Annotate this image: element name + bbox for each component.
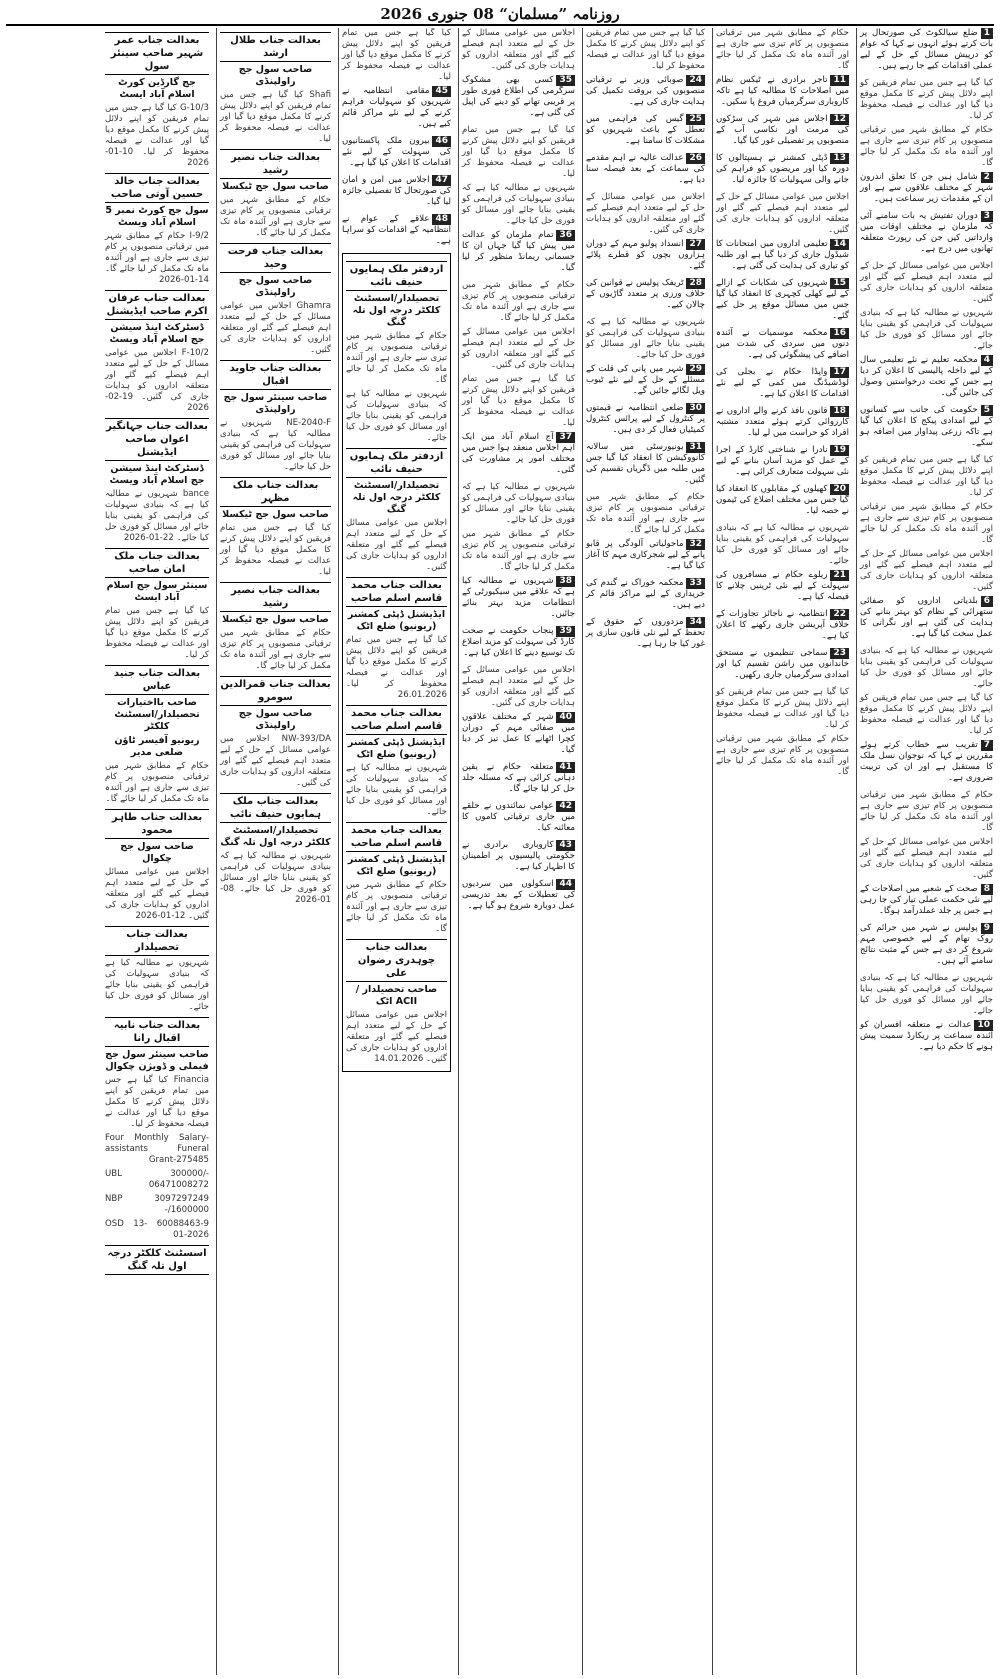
notice-37: 37آج اسلام آباد میں ایک اہم اجلاس منعقد ہوا جس میں مختلف امور پر مشاورت کی گئی۔ xyxy=(462,432,575,475)
notice-18: 18قانون نافذ کرنے والے اداروں نے کارروائی کرتے ہوئے متعدد مشتبہ افراد کو حراست میں لے لیا۔ xyxy=(716,406,849,438)
notice-42: 42عوامی نمائندوں نے حلقے میں جاری ترقیاتی کاموں کا معائنہ کیا۔ xyxy=(462,801,575,833)
masthead-date: روزنامہ ”مسلمان“ 08 جنوری 2026 xyxy=(380,5,620,23)
notice-39: 39پنجاب حکومت نے صحت کارڈ کی سہولت کو مزید اضلاع تک توسیع دینے کا اعلان کیا ہے۔ xyxy=(462,626,575,658)
notice-9: 9پولیس نے شہر میں جرائم کی روک تھام کے لیے خصوصی مہم شروع کر دی ہے جس کے مثبت نتائج سامنے آئے ہیں۔ xyxy=(860,923,993,966)
page-header xyxy=(6,4,994,26)
notice-number: 1 xyxy=(981,28,993,39)
column-7: بعدالت جناب عمر شہیر صاحب سینئر سول جج گارڈین کورٹ اسلام آباد ایسٹ G-10/3 کیا گیا ہے جس میں تمام فریقین کو اپنے دلائل پیش کرنے کا مکمل موقع دیا گیا اور عدالت نے فیصلہ محفوظ کر لیا۔ 10-01-2026 بعدالت جناب خالد حسین آوتی صاحب سول جج کورٹ نمبر 5 اسلام آباد ویسٹ I-9/2 حکام کے مطابق شہر میں ترقیاتی منصوبوں پر کام تیزی سے جاری ہے اور آئندہ ماہ تک مکمل کر لیا جائے گا۔ 14-01-2026 بعدالت جناب عرفان اکرم صاحب ایڈیشنل ڈسٹرکٹ اینڈ سیشن جج اسلام آباد ویسٹ F-10/2 اجلاس میں عوامی مسائل کے حل کے لیے متعدد اہم فیصلے کیے گئے اور متعلقہ اداروں کو ہدایات جاری کی گئیں۔ 19-02-2026 بعدالت جناب جہانگیر اعوان صاحب ایڈیشنل ڈسٹرکٹ اینڈ سیشن جج اسلام آباد ویسٹ bance شہریوں نے مطالبہ کیا ہے کہ بنیادی سہولیات کی فراہمی کو یقینی بنایا جائے اور مسائل کو فوری حل کیا جائے۔ 22-01-2026 بعدالت جناب ملک امان صاحب سینئر سول جج اسلام آباد ایسٹ کیا گیا ہے جس میں تمام فریقین کو اپنے دلائل پیش کرنے کا مکمل موقع دیا گیا اور عدالت نے فیصلہ محفوظ کر لیا۔ بعدالت جناب جنید عباس صاحب بااختیارات تحصیلدار/اسسٹنٹ کلکٹر ریونیو آفیسر ٹاؤن ضلعی مدیر حکام کے مطابق شہر میں ترقیاتی منصوبوں پر کام تیزی سے جاری ہے اور آئندہ ماہ تک مکمل کر لیا جائے گا۔ بعدالت جناب طاہر محمود صاحب سول جج چکوال اجلاس میں عوامی مسائل کے حل کے لیے متعدد اہم فیصلے کیے گئے اور متعلقہ اداروں کو ہدایات جاری کی گئیں۔ 12-01-2026 بعدالت جناب تحصیلدار شہریوں نے مطالبہ کیا ہے کہ بنیادی سہولیات کی فراہمی کو یقینی بنایا جائے اور مسائل کو فوری حل کیا جائے۔ بعدالت جناب نابیہ اقبال رانا صاحب سینئر سول جج فیملی و ڈویژن چکوال Financia کیا گیا ہے جس میں تمام فریقین کو اپنے دلائل پیش کرنے کا مکمل موقع دیا گیا اور عدالت نے فیصلہ محفوظ کر لیا۔ Four Monthly Salary-assistants Funeral Grant-275485 UBL 300000/- 06471008272 NBP 3097297249 1600000/- 60088463-9 OSD 13-01-2026 اسسٹنٹ کلکٹر درجہ اول تلہ گنگ xyxy=(102,28,212,1675)
notice-34: 34مزدوروں کے حقوق کے تحفظ کے لیے نئی قانون سازی پر غور کیا جا رہا ہے۔ xyxy=(586,617,705,649)
notice-23: 23سماجی تنظیموں نے مستحق خاندانوں میں راشن تقسیم کیا اور امدادی سرگرمیاں جاری رکھیں۔ xyxy=(716,648,849,680)
notice-3: 3دوران تفتیش یہ بات سامنے آئی کہ ملزمان نے مختلف اوقات میں وارداتیں کیں جن کی رپورٹ متعلقہ تھانوں میں درج ہے۔ xyxy=(860,211,993,254)
notice-22: 22انتظامیہ نے ناجائز تجاوزات کے خلاف آپریشن جاری رکھنے کا اعلان کیا ہے۔ xyxy=(716,609,849,641)
column-1: 1ضلع سیالکوٹ کی صورتحال پر بات کرتے ہوئے انہوں نے کہا کہ عوام کو درپیش مسائل کے حل کے لیے عملی اقدامات کیے جا رہے ہیں۔ کیا گیا ہے جس میں تمام فریقین کو اپنے دلائل پیش کرنے کا مکمل موقع دیا گیا اور عدالت نے فیصلہ محفوظ کر لیا۔ حکام کے مطابق شہر میں ترقیاتی منصوبوں پر کام تیزی سے جاری ہے اور آئندہ ماہ تک مکمل کر لیا جائے گا۔ 2شامل ہیں جن کا تعلق اندرون شہر کے مختلف علاقوں سے ہے اور ان کے مقدمات زیر سماعت ہیں۔ 3دوران تفتیش یہ بات سامنے آئی کہ ملزمان نے مختلف اوقات میں وارداتیں کیں جن کی رپورٹ متعلقہ تھانوں میں درج ہے۔ اجلاس میں عوامی مسائل کے حل کے لیے متعدد اہم فیصلے کیے گئے اور متعلقہ اداروں کو ہدایات جاری کی گئیں۔ شہریوں نے مطالبہ کیا ہے کہ بنیادی سہولیات کی فراہمی کو یقینی بنایا جائے اور مسائل کو فوری حل کیا جائے۔ 4محکمہ تعلیم نے نئے تعلیمی سال کے لیے داخلہ پالیسی کا اعلان کر دیا ہے جس کے تحت درخواستیں وصول کی جائیں گی۔ 5حکومت کی جانب سے کسانوں کے لیے امدادی پیکج کا اعلان کیا گیا ہے تاکہ زرعی پیداوار میں اضافہ ہو سکے۔ کیا گیا ہے جس میں تمام فریقین کو اپنے دلائل پیش کرنے کا مکمل موقع دیا گیا اور عدالت نے فیصلہ محفوظ کر لیا۔ حکام کے مطابق شہر میں ترقیاتی منصوبوں پر کام تیزی سے جاری ہے اور آئندہ ماہ تک مکمل کر لیا جائے گا۔ اجلاس میں عوامی مسائل کے حل کے لیے متعدد اہم فیصلے کیے گئے اور متعلقہ اداروں کو ہدایات جاری کی گئیں۔ 6بلدیاتی اداروں کو صفائی ستھرائی کے نظام کو بہتر بنانے کی ہدایت کی گئی ہے اور نگرانی کا عمل سخت کیا گیا ہے۔ شہریوں نے مطالبہ کیا ہے کہ بنیادی سہولیات کی فراہمی کو یقینی بنایا جائے اور مسائل کو فوری حل کیا جائے۔ کیا گیا ہے جس میں تمام فریقین کو اپنے دلائل پیش کرنے کا مکمل موقع دیا گیا اور عدالت نے فیصلہ محفوظ کر لیا۔ 7تقریب سے خطاب کرتے ہوئے مقررین نے کہا کہ نوجوان نسل ملک کا مستقبل ہے اور ان کی تربیت ضروری ہے۔ حکام کے مطابق شہر میں ترقیاتی منصوبوں پر کام تیزی سے جاری ہے اور آئندہ ماہ تک مکمل کر لیا جائے گا۔ اجلاس میں عوامی مسائل کے حل کے لیے متعدد اہم فیصلے کیے گئے اور متعلقہ اداروں کو ہدایات جاری کی گئیں۔ 8صحت کے شعبے میں اصلاحات کے لیے نئی حکمت عملی تیار کی جا رہی ہے جس پر جلد عملدرآمد ہوگا۔ 9پولیس نے شہر میں جرائم کی روک تھام کے لیے خصوصی مہم شروع کر دی ہے جس کے مثبت نتائج سامنے آئے ہیں۔ شہریوں نے مطالبہ کیا ہے کہ بنیادی سہولیات کی فراہمی کو یقینی بنایا جائے اور مسائل کو فوری حل کیا جائے۔ 10عدالت نے متعلقہ افسران کو آئندہ سماعت پر ریکارڈ سمیت پیش ہونے کا حکم دیا ہے۔ xyxy=(856,28,996,1675)
notice-8: 8صحت کے شعبے میں اصلاحات کے لیے نئی حکمت عملی تیار کی جا رہی ہے جس پر جلد عملدرآمد ہوگا۔ xyxy=(860,884,993,916)
column-2: حکام کے مطابق شہر میں ترقیاتی منصوبوں پر کام تیزی سے جاری ہے اور آئندہ ماہ تک مکمل کر لیا جائے گا۔ 11تاجر برادری نے ٹیکس نظام میں اصلاحات کا مطالبہ کیا ہے تاکہ کاروباری سرگرمیاں فروغ پا سکیں۔ 12اجلاس میں شہر کی سڑکوں کی مرمت اور نکاسی آب کے منصوبوں پر تفصیلی غور کیا گیا۔ 13ڈپٹی کمشنر نے ہسپتالوں کا دورہ کیا اور مریضوں کو فراہم کی جانے والی سہولیات کا جائزہ لیا۔ اجلاس میں عوامی مسائل کے حل کے لیے متعدد اہم فیصلے کیے گئے اور متعلقہ اداروں کو ہدایات جاری کی گئیں۔ 14تعلیمی اداروں میں امتحانات کا شیڈول جاری کر دیا گیا ہے اور طلبہ کو تیاری کی ہدایت کی گئی ہے۔ 15شہریوں کی شکایات کے ازالے کے لیے کھلی کچہری کا انعقاد کیا گیا جس میں مسائل موقع پر حل کیے گئے۔ 16محکمہ موسمیات نے آئندہ دنوں میں سردی کی شدت میں اضافے کی پیشگوئی کی ہے۔ 17واپڈا حکام نے بجلی کی لوڈشیڈنگ میں کمی کے لیے نئے اقدامات کا اعلان کیا ہے۔ 18قانون نافذ کرنے والے اداروں نے کارروائی کرتے ہوئے متعدد مشتبہ افراد کو حراست میں لے لیا۔ 19نادرا نے شناختی کارڈ کے اجرا کے عمل کو مزید آسان بنانے کے لیے نئی سہولت متعارف کرائی ہے۔ 20کھیلوں کے مقابلوں کا انعقاد کیا گیا جس میں مختلف اضلاع کی ٹیموں نے حصہ لیا۔ شہریوں نے مطالبہ کیا ہے کہ بنیادی سہولیات کی فراہمی کو یقینی بنایا جائے اور مسائل کو فوری حل کیا جائے۔ 21ریلوے حکام نے مسافروں کی سہولت کے لیے نئی ٹرینیں چلانے کا فیصلہ کیا ہے۔ 22انتظامیہ نے ناجائز تجاوزات کے خلاف آپریشن جاری رکھنے کا اعلان کیا ہے۔ 23سماجی تنظیموں نے مستحق خاندانوں میں راشن تقسیم کیا اور امدادی سرگرمیاں جاری رکھیں۔ کیا گیا ہے جس میں تمام فریقین کو اپنے دلائل پیش کرنے کا مکمل موقع دیا گیا اور عدالت نے فیصلہ محفوظ کر لیا۔ حکام کے مطابق شہر میں ترقیاتی منصوبوں پر کام تیزی سے جاری ہے اور آئندہ ماہ تک مکمل کر لیا جائے گا۔ xyxy=(712,28,852,1675)
notice-32: 32ماحولیاتی آلودگی پر قابو پانے کے لیے شجرکاری مہم کا آغاز کیا گیا ہے۔ xyxy=(586,539,705,571)
notice-46: 46بیرون ملک پاکستانیوں کی سہولت کے لیے نئے اقدامات کا اعلان کیا گیا ہے۔ xyxy=(342,136,451,168)
notice-41: 41متعلقہ حکام نے یقین دہانی کرائی ہے کہ مسئلہ جلد حل کر لیا جائے گا۔ xyxy=(462,762,575,794)
column-container xyxy=(4,28,996,1675)
notice-11: 11تاجر برادری نے ٹیکس نظام میں اصلاحات کا مطالبہ کیا ہے تاکہ کاروباری سرگرمیاں فروغ پا سکیں۔ xyxy=(716,75,849,107)
notice-15: 15شہریوں کی شکایات کے ازالے کے لیے کھلی کچہری کا انعقاد کیا گیا جس میں مسائل موقع پر حل کیے گئے۔ xyxy=(716,278,849,321)
notice-45: 45مقامی انتظامیہ نے شہریوں کو سہولیات فراہم کرنے کے لیے نئے مراکز قائم کیے ہیں۔ xyxy=(342,86,451,129)
notice-35: 35کسی بھی مشکوک سرگرمی کی اطلاع فوری طور پر قریبی تھانے کو دینے کی اپیل کی گئی ہے۔ xyxy=(462,75,575,118)
notice-17: 17واپڈا حکام نے بجلی کی لوڈشیڈنگ میں کمی کے لیے نئے اقدامات کا اعلان کیا ہے۔ xyxy=(716,367,849,399)
notice-47: 47اجلاس میں امن و امان کی صورتحال کا تفصیلی جائزہ لیا گیا۔ xyxy=(342,175,451,207)
notice-10: 10عدالت نے متعلقہ افسران کو آئندہ سماعت پر ریکارڈ سمیت پیش ہونے کا حکم دیا ہے۔ xyxy=(860,1020,993,1052)
notice-28: 28ٹریفک پولیس نے قوانین کی خلاف ورزی پر متعدد گاڑیوں کے چالان کیے۔ xyxy=(586,278,705,310)
lead-text: کیا گیا ہے جس میں تمام فریقین کو اپنے دلائل پیش کرنے کا مکمل موقع دیا گیا اور عدالت نے فیصلہ محفوظ کر لیا۔ حکام کے مطابق شہر میں ترقیاتی منصوبوں پر کام تیزی سے جاری ہے اور آئندہ ماہ تک مکمل کر لیا جائے گا۔ xyxy=(860,78,993,168)
notice-36: 36تمام ملزمان کو عدالت میں پیش کیا گیا جہاں ان کا جسمانی ریمانڈ منظور کر لیا گیا۔ xyxy=(462,230,575,273)
notice-24: 24صوبائی وزیر نے ترقیاتی منصوبوں کی بروقت تکمیل کی ہدایت جاری کی ہے۔ xyxy=(586,75,705,107)
notice-13: 13ڈپٹی کمشنر نے ہسپتالوں کا دورہ کیا اور مریضوں کو فراہم کی جانے والی سہولیات کا جائزہ لیا۔ xyxy=(716,153,849,185)
column-5: کیا گیا ہے جس میں تمام فریقین کو اپنے دلائل پیش کرنے کا مکمل موقع دیا گیا اور عدالت نے فیصلہ محفوظ کر لیا۔ 45مقامی انتظامیہ نے شہریوں کو سہولیات فراہم کرنے کے لیے نئے مراکز قائم کیے ہیں۔ 46بیرون ملک پاکستانیوں کی سہولت کے لیے نئے اقدامات کا اعلان کیا گیا ہے۔ 47اجلاس میں امن و امان کی صورتحال کا تفصیلی جائزہ لیا گیا۔ 48علاقے کے عوام نے انتظامیہ کے اقدامات کو سراہا ہے۔ ازدفتر ملک ہمایوں حنیف نائب تحصیلدار/اسسٹنٹ کلکٹر درجہ اول تلہ گنگ حکام کے مطابق شہر میں ترقیاتی منصوبوں پر کام تیزی سے جاری ہے اور آئندہ ماہ تک مکمل کر لیا جائے گا۔ شہریوں نے مطالبہ کیا ہے کہ بنیادی سہولیات کی فراہمی کو یقینی بنایا جائے اور مسائل کو فوری حل کیا جائے۔ ازدفتر ملک ہمایوں حنیف نائب تحصیلدار/اسسٹنٹ کلکٹر درجہ اول تلہ گنگ اجلاس میں عوامی مسائل کے حل کے لیے متعدد اہم فیصلے کیے گئے اور متعلقہ اداروں کو ہدایات جاری کی گئیں۔ بعدالت جناب محمد قاسم اسلم صاحب ایڈیشنل ڈپٹی کمشنر (ریونیو) ضلع اٹک کیا گیا ہے جس میں تمام فریقین کو اپنے دلائل پیش کرنے کا مکمل موقع دیا گیا اور عدالت نے فیصلہ محفوظ کر لیا۔ 26.01.2026 بعدالت جناب محمد قاسم اسلم صاحب ایڈیشنل ڈپٹی کمشنر (ریونیو) ضلع اٹک شہریوں نے مطالبہ کیا ہے کہ بنیادی سہولیات کی فراہمی کو یقینی بنایا جائے اور مسائل کو فوری حل کیا جائے۔ بعدالت جناب محمد قاسم اسلم صاحب ایڈیشنل ڈپٹی کمشنر (ریونیو) ضلع اٹک حکام کے مطابق شہر میں ترقیاتی منصوبوں پر کام تیزی سے جاری ہے اور آئندہ ماہ تک مکمل کر لیا جائے گا۔ بعدالت جناب چوہدری رضوان علی صاحب تحصیلدار / ACII اٹک اجلاس میں عوامی مسائل کے حل کے لیے متعدد اہم فیصلے کیے گئے اور متعلقہ اداروں کو ہدایات جاری کی گئیں۔ 14.01.2026 xyxy=(338,28,454,1675)
notice-48: 48علاقے کے عوام نے انتظامیہ کے اقدامات کو سراہا ہے۔ xyxy=(342,214,451,246)
column-4: اجلاس میں عوامی مسائل کے حل کے لیے متعدد اہم فیصلے کیے گئے اور متعلقہ اداروں کو ہدایات جاری کی گئیں۔ 35کسی بھی مشکوک سرگرمی کی اطلاع فوری طور پر قریبی تھانے کو دینے کی اپیل کی گئی ہے۔ کیا گیا ہے جس میں تمام فریقین کو اپنے دلائل پیش کرنے کا مکمل موقع دیا گیا اور عدالت نے فیصلہ محفوظ کر لیا۔ شہریوں نے مطالبہ کیا ہے کہ بنیادی سہولیات کی فراہمی کو یقینی بنایا جائے اور مسائل کو فوری حل کیا جائے۔ 36تمام ملزمان کو عدالت میں پیش کیا گیا جہاں ان کا جسمانی ریمانڈ منظور کر لیا گیا۔ حکام کے مطابق شہر میں ترقیاتی منصوبوں پر کام تیزی سے جاری ہے اور آئندہ ماہ تک مکمل کر لیا جائے گا۔ اجلاس میں عوامی مسائل کے حل کے لیے متعدد اہم فیصلے کیے گئے اور متعلقہ اداروں کو ہدایات جاری کی گئیں۔ کیا گیا ہے جس میں تمام فریقین کو اپنے دلائل پیش کرنے کا مکمل موقع دیا گیا اور عدالت نے فیصلہ محفوظ کر لیا۔ 37آج اسلام آباد میں ایک اہم اجلاس منعقد ہوا جس میں مختلف امور پر مشاورت کی گئی۔ شہریوں نے مطالبہ کیا ہے کہ بنیادی سہولیات کی فراہمی کو یقینی بنایا جائے اور مسائل کو فوری حل کیا جائے۔ حکام کے مطابق شہر میں ترقیاتی منصوبوں پر کام تیزی سے جاری ہے اور آئندہ ماہ تک مکمل کر لیا جائے گا۔ 38شہریوں نے مطالبہ کیا ہے کہ علاقے میں سیکیورٹی کے انتظامات مزید بہتر بنائے جائیں۔ 39پنجاب حکومت نے صحت کارڈ کی سہولت کو مزید اضلاع تک توسیع دینے کا اعلان کیا ہے۔ اجلاس میں عوامی مسائل کے حل کے لیے متعدد اہم فیصلے کیے گئے اور متعلقہ اداروں کو ہدایات جاری کی گئیں۔ 40شہر کے مختلف علاقوں میں صفائی مہم کے دوران کچرا اٹھانے کا عمل تیز کر دیا گیا۔ 41متعلقہ حکام نے یقین دہانی کرائی ہے کہ مسئلہ جلد حل کر لیا جائے گا۔ 42عوامی نمائندوں نے حلقے میں جاری ترقیاتی کاموں کا معائنہ کیا۔ 43کاروباری برادری نے حکومتی پالیسیوں پر اطمینان کا اظہار کیا ہے۔ 44اسکولوں میں سردیوں کی تعطیلات کے بعد تدریسی عمل دوبارہ شروع ہو گیا ہے۔ xyxy=(458,28,578,1675)
column-3: کیا گیا ہے جس میں تمام فریقین کو اپنے دلائل پیش کرنے کا مکمل موقع دیا گیا اور عدالت نے فیصلہ محفوظ کر لیا۔ 24صوبائی وزیر نے ترقیاتی منصوبوں کی بروقت تکمیل کی ہدایت جاری کی ہے۔ 25گیس کی فراہمی میں تعطل کے باعث شہریوں کو مشکلات کا سامنا ہے۔ 26عدالت عالیہ نے اہم مقدمے کی سماعت کے بعد فیصلہ سنا دیا ہے۔ اجلاس میں عوامی مسائل کے حل کے لیے متعدد اہم فیصلے کیے گئے اور متعلقہ اداروں کو ہدایات جاری کی گئیں۔ 27انسداد پولیو مہم کے دوران ہزاروں بچوں کو قطرے پلائے گئے۔ 28ٹریفک پولیس نے قوانین کی خلاف ورزی پر متعدد گاڑیوں کے چالان کیے۔ شہریوں نے مطالبہ کیا ہے کہ بنیادی سہولیات کی فراہمی کو یقینی بنایا جائے اور مسائل کو فوری حل کیا جائے۔ 29شہر میں پانی کی قلت کے مسئلے کے حل کے لیے نئے ٹیوب ویل لگائے جائیں گے۔ 30ضلعی انتظامیہ نے قیمتوں پر کنٹرول کے لیے پرائس کنٹرول کمیٹیاں فعال کر دی ہیں۔ 31یونیورسٹی میں سالانہ کانووکیشن کا انعقاد کیا گیا جس میں طلبہ میں ڈگریاں تقسیم کی گئیں۔ حکام کے مطابق شہر میں ترقیاتی منصوبوں پر کام تیزی سے جاری ہے اور آئندہ ماہ تک مکمل کر لیا جائے گا۔ 32ماحولیاتی آلودگی پر قابو پانے کے لیے شجرکاری مہم کا آغاز کیا گیا ہے۔ 33محکمہ خوراک نے گندم کی خریداری کے لیے مراکز قائم کر دیے ہیں۔ 34مزدوروں کے حقوق کے تحفظ کے لیے نئی قانون سازی پر غور کیا جا رہا ہے۔ xyxy=(582,28,708,1675)
notice-43: 43کاروباری برادری نے حکومتی پالیسیوں پر اطمینان کا اظہار کیا ہے۔ xyxy=(462,840,575,872)
notice-40: 40شہر کے مختلف علاقوں میں صفائی مہم کے دوران کچرا اٹھانے کا عمل تیز کر دیا گیا۔ xyxy=(462,712,575,755)
notice-44: 44اسکولوں میں سردیوں کی تعطیلات کے بعد تدریسی عمل دوبارہ شروع ہو گیا ہے۔ xyxy=(462,879,575,911)
notice-30: 30ضلعی انتظامیہ نے قیمتوں پر کنٹرول کے لیے پرائس کنٹرول کمیٹیاں فعال کر دی ہیں۔ xyxy=(586,403,705,435)
notice-6: 6بلدیاتی اداروں کو صفائی ستھرائی کے نظام کو بہتر بنانے کی ہدایت کی گئی ہے اور نگرانی کا عمل سخت کیا گیا ہے۔ xyxy=(860,596,993,639)
notice-12: 12اجلاس میں شہر کی سڑکوں کی مرمت اور نکاسی آب کے منصوبوں پر تفصیلی غور کیا گیا۔ xyxy=(716,114,849,146)
notice-38: 38شہریوں نے مطالبہ کیا ہے کہ علاقے میں سیکیورٹی کے انتظامات مزید بہتر بنائے جائیں۔ xyxy=(462,576,575,619)
court-notice-box-1: ازدفتر ملک ہمایوں حنیف نائب تحصیلدار/اسسٹنٹ کلکٹر درجہ اول تلہ گنگ حکام کے مطابق شہر میں ترقیاتی منصوبوں پر کام تیزی سے جاری ہے اور آئندہ ماہ تک مکمل کر لیا جائے گا۔ شہریوں نے مطالبہ کیا ہے کہ بنیادی سہولیات کی فراہمی کو یقینی بنایا جائے اور مسائل کو فوری حل کیا جائے۔ ازدفتر ملک ہمایوں حنیف نائب تحصیلدار/اسسٹنٹ کلکٹر درجہ اول تلہ گنگ اجلاس میں عوامی مسائل کے حل کے لیے متعدد اہم فیصلے کیے گئے اور متعلقہ اداروں کو ہدایات جاری کی گئیں۔ بعدالت جناب محمد قاسم اسلم صاحب ایڈیشنل ڈپٹی کمشنر (ریونیو) ضلع اٹک کیا گیا ہے جس میں تمام فریقین کو اپنے دلائل پیش کرنے کا مکمل موقع دیا گیا اور عدالت نے فیصلہ محفوظ کر لیا۔ 26.01.2026 بعدالت جناب محمد قاسم اسلم صاحب ایڈیشنل ڈپٹی کمشنر (ریونیو) ضلع اٹک شہریوں نے مطالبہ کیا ہے کہ بنیادی سہولیات کی فراہمی کو یقینی بنایا جائے اور مسائل کو فوری حل کیا جائے۔ بعدالت جناب محمد قاسم اسلم صاحب ایڈیشنل ڈپٹی کمشنر (ریونیو) ضلع اٹک حکام کے مطابق شہر میں ترقیاتی منصوبوں پر کام تیزی سے جاری ہے اور آئندہ ماہ تک مکمل کر لیا جائے گا۔ بعدالت جناب چوہدری رضوان علی صاحب تحصیلدار / ACII اٹک اجلاس میں عوامی مسائل کے حل کے لیے متعدد اہم فیصلے کیے گئے اور متعلقہ اداروں کو ہدایات جاری کی گئیں۔ 14.01.2026 xyxy=(342,253,451,1072)
notice-19: 19نادرا نے شناختی کارڈ کے اجرا کے عمل کو مزید آسان بنانے کے لیے نئی سہولت متعارف کرائی ہے۔ xyxy=(716,445,849,477)
notice-29: 29شہر میں پانی کی قلت کے مسئلے کے حل کے لیے نئے ٹیوب ویل لگائے جائیں گے۔ xyxy=(586,364,705,396)
notice-16: 16محکمہ موسمیات نے آئندہ دنوں میں سردی کی شدت میں اضافے کی پیشگوئی کی ہے۔ xyxy=(716,328,849,360)
notice-26: 26عدالت عالیہ نے اہم مقدمے کی سماعت کے بعد فیصلہ سنا دیا ہے۔ xyxy=(586,153,705,185)
notice-20: 20کھیلوں کے مقابلوں کا انعقاد کیا گیا جس میں مختلف اضلاع کی ٹیموں نے حصہ لیا۔ xyxy=(716,484,849,516)
notice-21: 21ریلوے حکام نے مسافروں کی سہولت کے لیے نئی ٹرینیں چلانے کا فیصلہ کیا ہے۔ xyxy=(716,570,849,602)
notice-33: 33محکمہ خوراک نے گندم کی خریداری کے لیے مراکز قائم کر دیے ہیں۔ xyxy=(586,578,705,610)
notice-7: 7تقریب سے خطاب کرتے ہوئے مقررین نے کہا کہ نوجوان نسل ملک کا مستقبل ہے اور ان کی تربیت ضروری ہے۔ xyxy=(860,740,993,783)
notice-1: 1ضلع سیالکوٹ کی صورتحال پر بات کرتے ہوئے انہوں نے کہا کہ عوام کو درپیش مسائل کے حل کے لیے عملی اقدامات کیے جا رہے ہیں۔ xyxy=(860,28,993,71)
notice-27: 27انسداد پولیو مہم کے دوران ہزاروں بچوں کو قطرے پلائے گئے۔ xyxy=(586,239,705,271)
notice-2: 2شامل ہیں جن کا تعلق اندرون شہر کے مختلف علاقوں سے ہے اور ان کے مقدمات زیر سماعت ہیں۔ xyxy=(860,172,993,204)
column-6: بعدالت جناب طلال ارشد صاحب سول جج راولپنڈی Shafi کیا گیا ہے جس میں تمام فریقین کو اپنے دلائل پیش کرنے کا مکمل موقع دیا گیا اور عدالت نے فیصلہ محفوظ کر لیا۔ بعدالت جناب نصیر رشید صاحب سول جج ٹیکسلا حکام کے مطابق شہر میں ترقیاتی منصوبوں پر کام تیزی سے جاری ہے اور آئندہ ماہ تک مکمل کر لیا جائے گا۔ بعدالت جناب فرحت وحید صاحب سول جج راولپنڈی Ghamra اجلاس میں عوامی مسائل کے حل کے لیے متعدد اہم فیصلے کیے گئے اور متعلقہ اداروں کو ہدایات جاری کی گئیں۔ بعدالت جناب جاوید اقبال صاحب سینئر سول جج راولپنڈی NE-2040-F شہریوں نے مطالبہ کیا ہے کہ بنیادی سہولیات کی فراہمی کو یقینی بنایا جائے اور مسائل کو فوری حل کیا جائے۔ بعدالت جناب ملک مظہر صاحب سول جج ٹیکسلا کیا گیا ہے جس میں تمام فریقین کو اپنے دلائل پیش کرنے کا مکمل موقع دیا گیا اور عدالت نے فیصلہ محفوظ کر لیا۔ بعدالت جناب نصیر رشید صاحب سول جج ٹیکسلا حکام کے مطابق شہر میں ترقیاتی منصوبوں پر کام تیزی سے جاری ہے اور آئندہ ماہ تک مکمل کر لیا جائے گا۔ بعدالت جناب قمرالدین سومرو صاحب سول جج راولپنڈی NW-393/DA اجلاس میں عوامی مسائل کے حل کے لیے متعدد اہم فیصلے کیے گئے اور متعلقہ اداروں کو ہدایات جاری کی گئیں۔ بعدالت جناب ملک ہمایوں حنیف نائب تحصیلدار/اسسٹنٹ کلکٹر درجہ اول تلہ گنگ شہریوں نے مطالبہ کیا ہے کہ بنیادی سہولیات کی فراہمی کو یقینی بنایا جائے اور مسائل کو فوری حل کیا جائے۔ 08-01-2026 xyxy=(216,28,334,1675)
notice-31: 31یونیورسٹی میں سالانہ کانووکیشن کا انعقاد کیا گیا جس میں طلبہ میں ڈگریاں تقسیم کی گئیں۔ xyxy=(586,442,705,485)
notice-5: 5حکومت کی جانب سے کسانوں کے لیے امدادی پیکج کا اعلان کیا گیا ہے تاکہ زرعی پیداوار میں اضافہ ہو سکے۔ xyxy=(860,405,993,448)
notice-25: 25گیس کی فراہمی میں تعطل کے باعث شہریوں کو مشکلات کا سامنا ہے۔ xyxy=(586,114,705,146)
notice-4: 4محکمہ تعلیم نے نئے تعلیمی سال کے لیے داخلہ پالیسی کا اعلان کر دیا ہے جس کے تحت درخواستیں وصول کی جائیں گی۔ xyxy=(860,355,993,398)
notice-14: 14تعلیمی اداروں میں امتحانات کا شیڈول جاری کر دیا گیا ہے اور طلبہ کو تیاری کی ہدایت کی گئی ہے۔ xyxy=(716,239,849,271)
